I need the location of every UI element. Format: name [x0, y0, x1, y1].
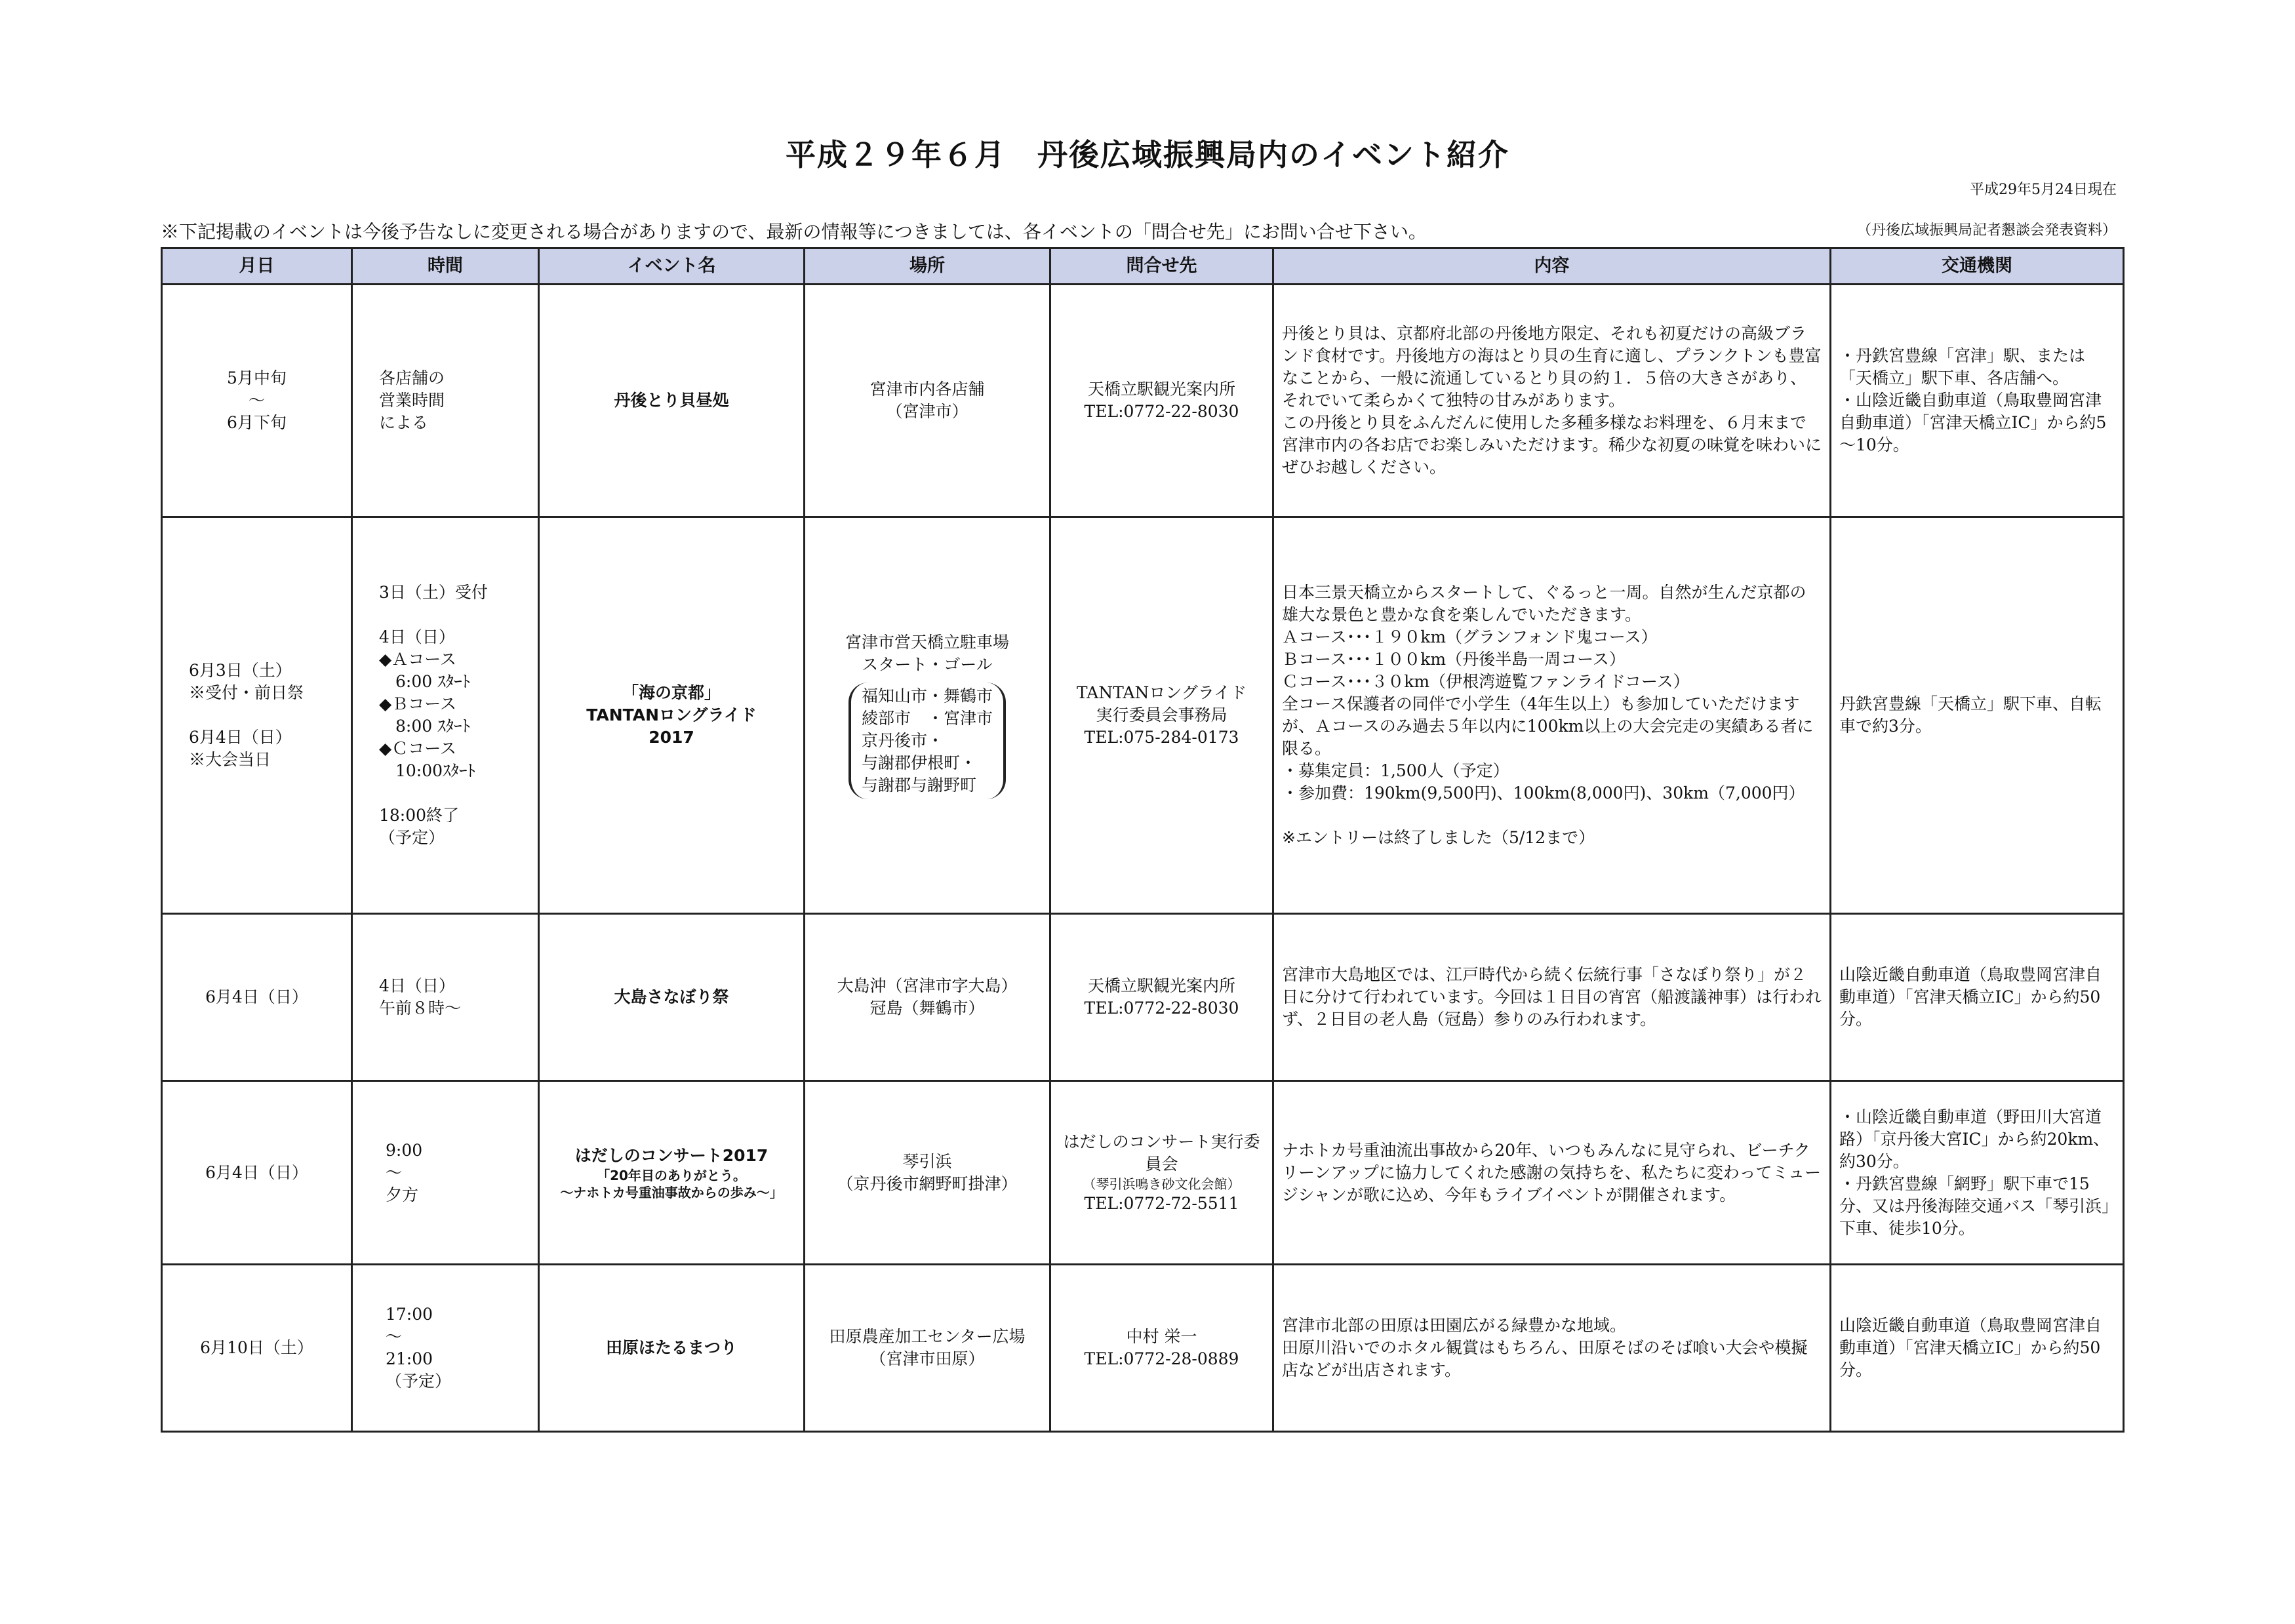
cell-contact: TANTANロングライド 実行委員会事務局 TEL:075-284-0173 [1050, 517, 1273, 914]
notice-text: ※下記掲載のイベントは今後予告なしに変更される場合がありますので、最新の情報等につきましては、各イベントの「問合せ先」にお問い合せ下さい。 [161, 221, 1427, 243]
cell-access: 丹鉄宮豊線「天橋立」駅下車、自転車で約3分。 [1831, 517, 2124, 914]
table-row [162, 285, 2124, 517]
cell-access: 山陰近畿自動車道（鳥取豊岡宮津自動車道）「宮津天橋立IC」から約50分。 [1831, 914, 2124, 1081]
cell-event-name: 「海の京都」 TANTANロングライド 2017 [539, 517, 805, 914]
cell-contact: 天橋立駅観光案内所 TEL:0772-22-8030 [1050, 285, 1273, 517]
place-main: 宮津市営天橋立駐車場 スタート・ゴール [845, 633, 1009, 674]
event-subtitle: 「20年目のありがとう。 ～ナホトカ号重油事故からの歩み～」 [560, 1167, 783, 1200]
column-header-access: 交通機関 [1831, 248, 2124, 285]
cell-place: 大島沖（宮津市字大島） 冠島（舞鶴市） [805, 914, 1050, 1081]
event-title: はだしのコンサート2017 [574, 1145, 768, 1165]
cell-date: 5月中旬 ～ 6月下旬 [162, 285, 352, 517]
cell-contact [1050, 1081, 1273, 1265]
cell-time: 17:00 ～ 21:00 （予定） [352, 1265, 539, 1432]
cell-date: 6月10日（土） [162, 1265, 352, 1432]
table-row [162, 914, 2124, 1081]
cell-access: 山陰近畿自動車道（鳥取豊岡宮津自動車道）「宮津天橋立IC」から約50分。 [1831, 1265, 2124, 1432]
cell-time: 4日（日） 午前８時～ [352, 914, 539, 1081]
cell-date: 6月4日（日） [162, 914, 352, 1081]
events-table [161, 247, 2125, 1433]
as-of-date: 平成29年5月24日現在 [1970, 182, 2117, 198]
cell-date: 6月3日（土） ※受付・前日祭 6月4日（日） ※大会当日 [162, 517, 352, 914]
column-header-event: イベント名 [539, 248, 805, 285]
cell-event-name [539, 1081, 805, 1265]
cell-content: ナホトカ号重油流出事故から20年、いつもみんなに見守られ、ビーチクリーンアップに協力してくれた感謝の気持ちを、私たちに変わってミュージシャンが歌に込め、今年もライブイベントが開催されます。 [1273, 1081, 1831, 1265]
cell-contact: 中村 栄一 TEL:0772-28-0889 [1050, 1265, 1273, 1432]
cell-content: 宮津市大島地区では、江戸時代から続く伝統行事「さなぼり祭り」が２日に分けて行われています。今回は１日目の宵宮（船渡議神事）は行われず、２日目の老人島（冠島）参りのみ行われます。 [1273, 914, 1831, 1081]
page-title: 平成２９年６月 丹後広域振興局内のイベント紹介 [786, 137, 1509, 172]
cell-time: 各店舗の 営業時間 による [352, 285, 539, 517]
table-row [162, 1081, 2124, 1265]
cell-time: 3日（土）受付 4日（日） ◆Ａコース 6:00 ｽﾀｰﾄ ◆Ｂコース 8:00 ｽﾀｰﾄ ◆Ｃコース 10:00ｽﾀｰﾄ 18:00終了 （予定） [352, 517, 539, 914]
cell-place: 琴引浜 （京丹後市網野町掛津） [805, 1081, 1050, 1265]
cell-event-name: 田原ほたるまつり [539, 1265, 805, 1432]
column-header-time: 時間 [352, 248, 539, 285]
cell-content: 丹後とり貝は、京都府北部の丹後地方限定、それも初夏だけの高級ブランド食材です。丹後地方の海はとり貝の生育に適し、プランクトンも豊富なことから、一般に流通しているとり貝の約１．５倍の大きさがあり、それでいて柔らかくて独特の甘みがあります。 この丹後とり貝をふんだんに使用した多種多様なお料理を、６月末まで宮津市内の各お店でお楽しみいただけます。稀少な初夏の味覚を味わいにぜひお越しください。 [1273, 285, 1831, 517]
column-header-date: 月日 [162, 248, 352, 285]
cell-content: 宮津市北部の田原は田園広がる緑豊かな地域。 田原川沿いでのホタル観賞はもちろん、田原そばのそば喰い大会や模擬店などが出店されます。 [1273, 1265, 1831, 1432]
source-note: （丹後広域振興局記者懇談会発表資料） [1856, 222, 2117, 239]
cell-event-name: 丹後とり貝昼処 [539, 285, 805, 517]
cell-place: 宮津市内各店舗 （宮津市） [805, 285, 1050, 517]
contact-organizer: はだしのコンサート実行委員会 [1063, 1132, 1260, 1174]
table-row [162, 517, 2124, 914]
table-header-row [162, 248, 2124, 285]
cell-contact: 天橋立駅観光案内所 TEL:0772-22-8030 [1050, 914, 1273, 1081]
contact-phone: TEL:0772-72-5511 [1084, 1193, 1239, 1213]
cell-access: ・丹鉄宮豊線「宮津」駅、または「天橋立」駅下車、各店舗へ。 ・山陰近畿自動車道（鳥取豊岡宮津自動車道）「宮津天橋立IC」から約5～10分。 [1831, 285, 2124, 517]
cell-content: 日本三景天橋立からスタートして、ぐるっと一周。自然が生んだ京都の雄大な景色と豊かな食を楽しんでいただきます。 Ａコース･･･１９０km（グランフォンド鬼コース） Ｂコース･･･１００km（丹後半島一周コース） Ｃコース･･･３０km（伊根湾遊覧ファンライドコース） 全コース保護者の同伴で小学生（4年生以上）も参加していただけますが、Ａコースのみ過去５年以内に100km以上の大会完走の実績ある者に限る。 ・募集定員：1,500人（予定） ・参加費：190km(9,500円)、100km(8,000円)、30km（7,000円） ※エントリーは終了しました（5/12まで） [1273, 517, 1831, 914]
cell-time: 9:00 ～ 夕方 [352, 1081, 539, 1265]
cell-place [805, 517, 1050, 914]
cell-place: 田原農産加工センター広場 （宮津市田原） [805, 1265, 1050, 1432]
column-header-place: 場所 [805, 248, 1050, 285]
cell-event-name: 大島さなぼり祭 [539, 914, 805, 1081]
contact-venue: （琴引浜鳴き砂文化会館） [1083, 1176, 1241, 1192]
column-header-contact: 問合せ先 [1050, 248, 1273, 285]
table-row [162, 1265, 2124, 1432]
cell-access: ・山陰近畿自動車道（野田川大宮道路）「京丹後大宮IC」から約20km、約30分。 ・丹鉄宮豊線「網野」駅下車で15分、又は丹後海陸交通バス「琴引浜」下車、徒歩10分。 [1831, 1081, 2124, 1265]
place-municipalities: 福知山市・舞鶴市 綾部市 ・宮津市 京丹後市・ 与謝郡伊根町・ 与謝郡与謝野町 [848, 683, 1006, 799]
cell-date: 6月4日（日） [162, 1081, 352, 1265]
column-header-content: 内容 [1273, 248, 1831, 285]
